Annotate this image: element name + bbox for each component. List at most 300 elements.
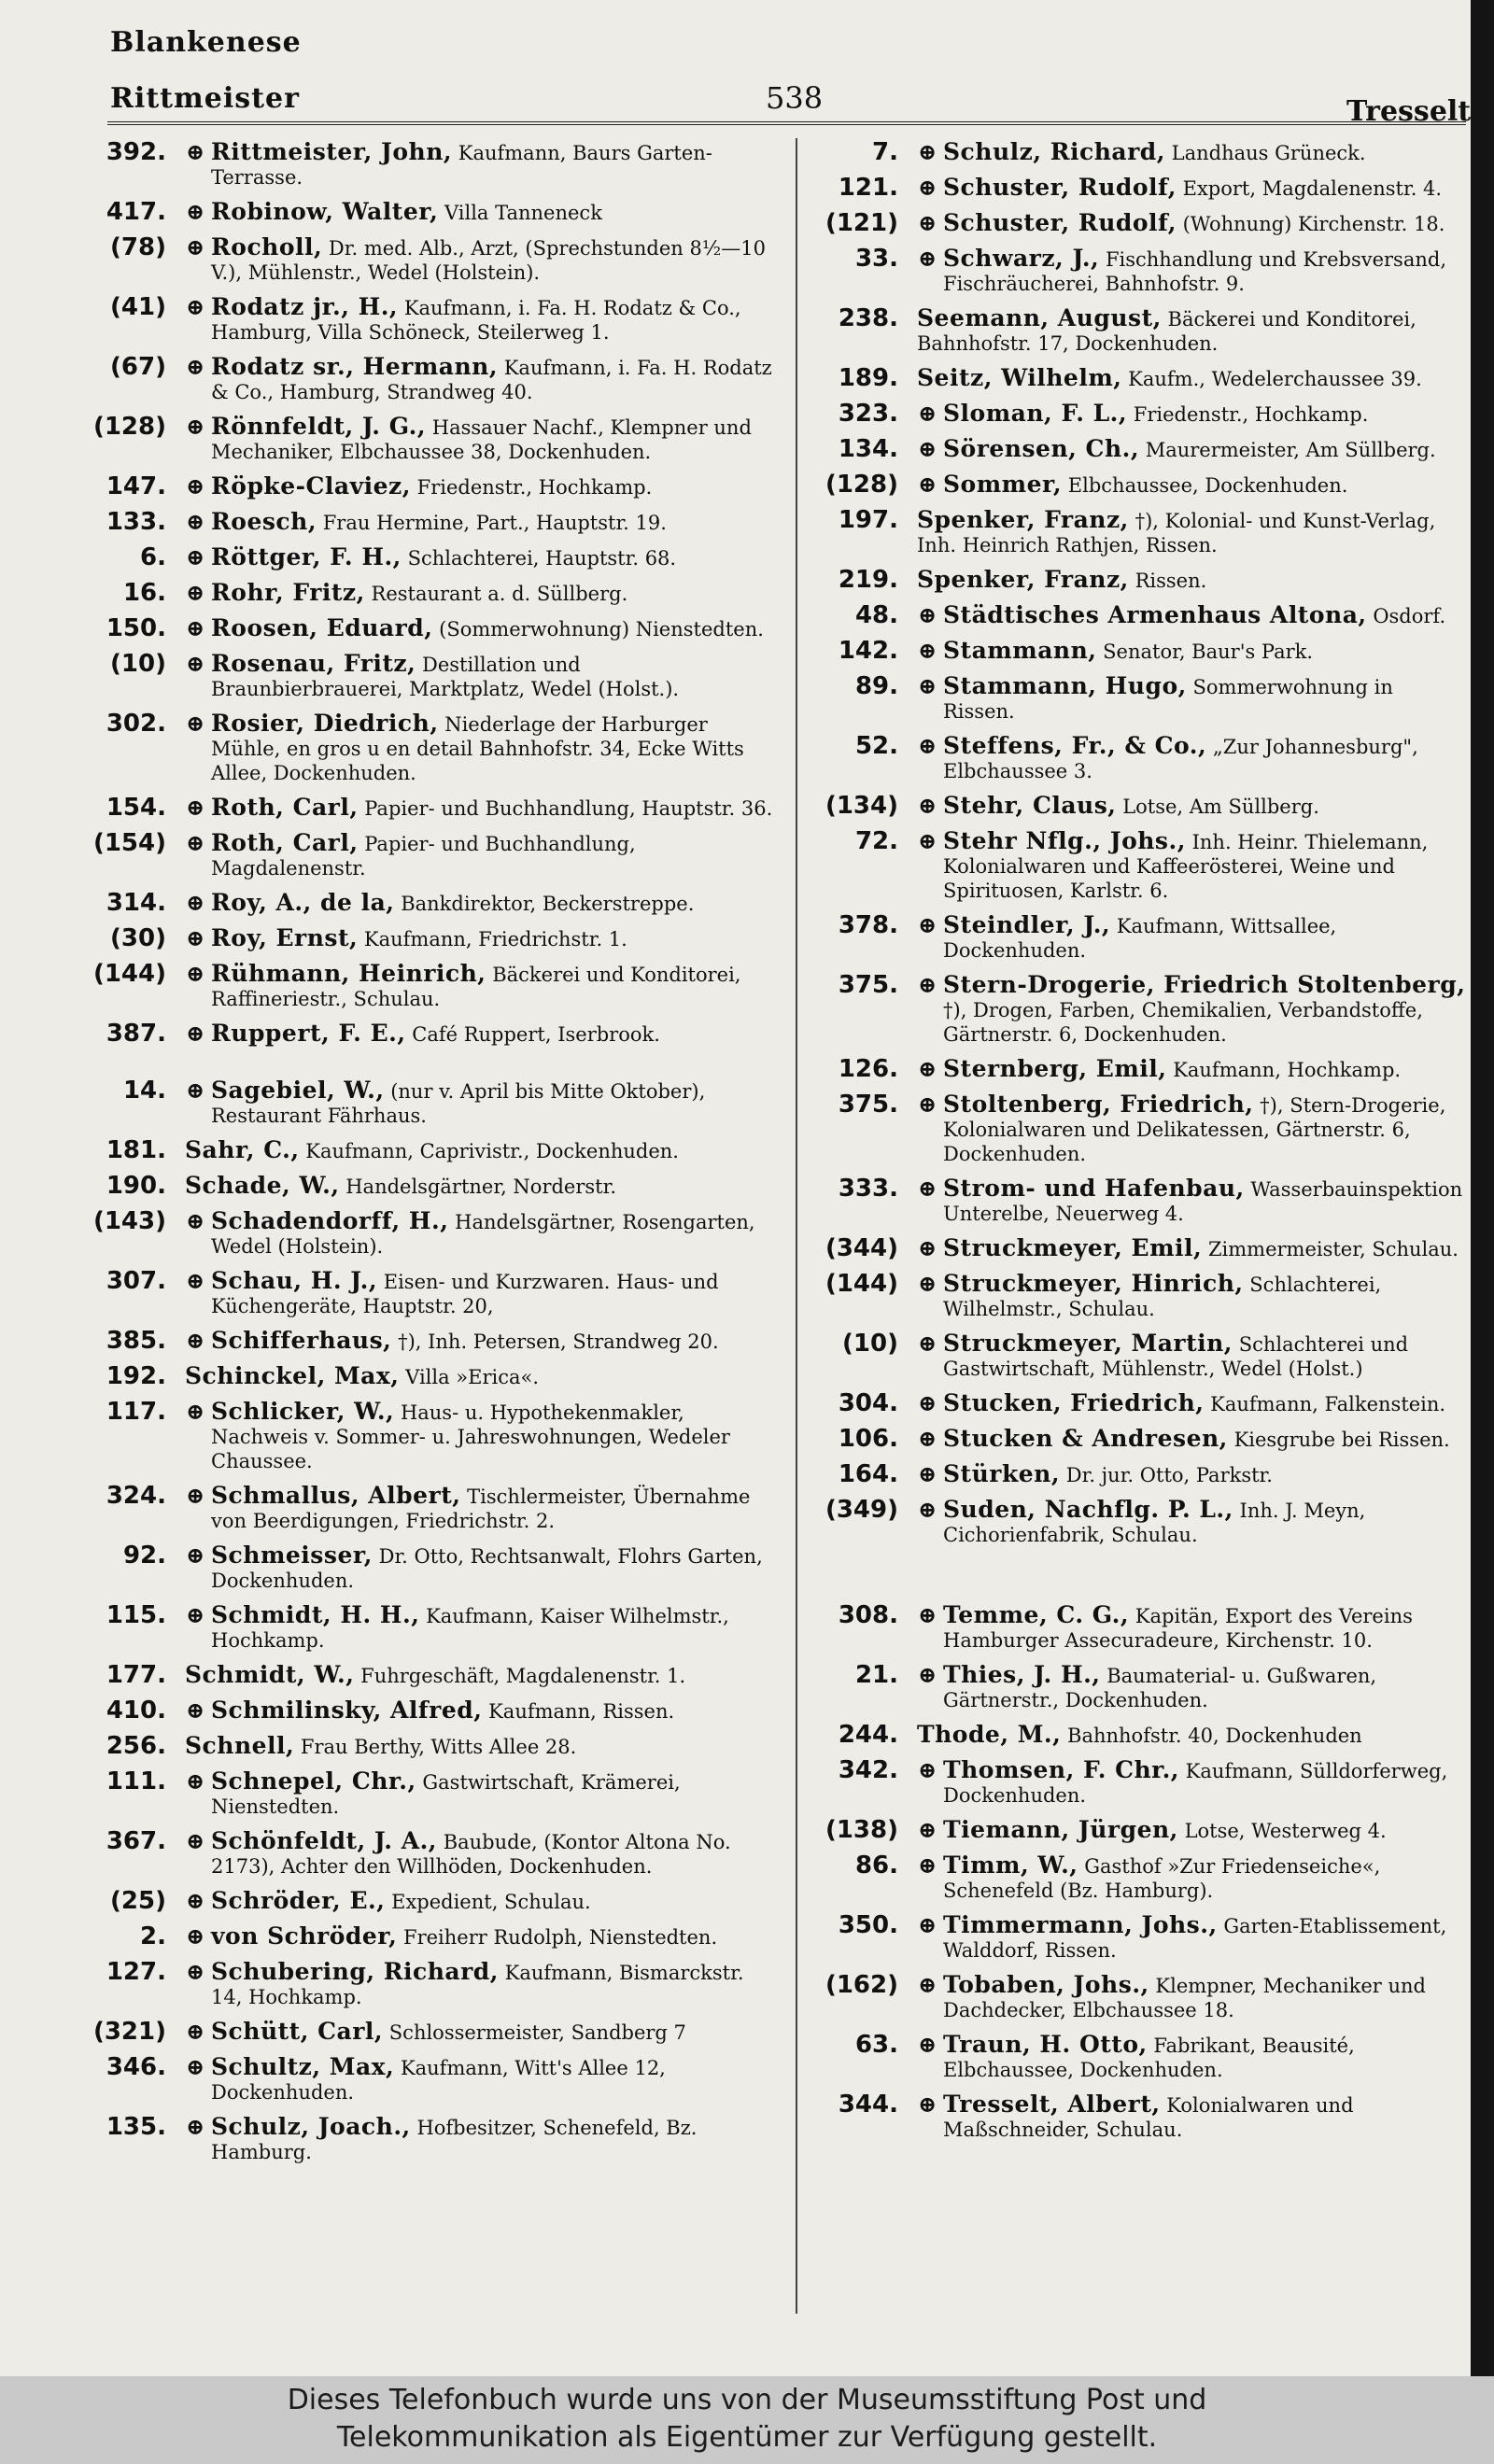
phone-number: 238.	[838, 304, 898, 332]
entry-text	[211, 831, 775, 880]
subscriber-details: Kaufmann, i. Fa. H. Rodatz & Co., Hamburg, Villa Schöneck, Steilerweg 1.	[211, 297, 741, 344]
subscriber-name: Röpke-Claviez,	[211, 472, 411, 500]
subscriber-name: Schultz, Max,	[211, 2053, 395, 2080]
entry-text	[211, 796, 775, 821]
directory-entry	[56, 1734, 775, 1759]
subscriber-details: Handelsgärtner, Rosengarten, Wedel (Holstein).	[211, 1211, 755, 1258]
directory-entry	[805, 1973, 1468, 2022]
subscriber-name: Steindler, J.,	[943, 911, 1111, 938]
telephone-symbol-icon: ⊕	[185, 1887, 205, 1914]
phone-number: 2.	[140, 1922, 166, 1950]
phone-number: 135.	[106, 2113, 166, 2141]
phone-number: (121)	[825, 209, 898, 237]
header-rule	[107, 121, 1466, 125]
phone-number: 134.	[838, 435, 898, 463]
entry-text	[943, 176, 1468, 201]
entry-text	[211, 581, 775, 606]
directory-entry	[56, 474, 775, 500]
phone-number: 314.	[106, 889, 166, 917]
directory-entry	[805, 603, 1468, 628]
telephone-symbol-icon: ⊕	[917, 1389, 937, 1416]
subscriber-details: Gasthof »Zur Friedenseiche«, Schenefeld (Bz. Hamburg).	[943, 1855, 1381, 1902]
directory-entry	[56, 200, 775, 225]
telephone-symbol-icon: ⊕	[185, 1327, 205, 1354]
entry-text	[211, 2020, 775, 2045]
phone-number: 147.	[106, 472, 166, 500]
entry-text	[211, 1960, 775, 2009]
entry-text	[943, 1057, 1468, 1082]
phone-number: 164.	[838, 1460, 898, 1488]
entry-text	[211, 1269, 775, 1318]
page-number: 538	[766, 80, 824, 116]
subscriber-details: Landhaus Grüneck.	[1171, 142, 1366, 164]
telephone-symbol-icon: ⊕	[185, 233, 205, 260]
telephone-symbol-icon: ⊕	[917, 1971, 937, 1998]
subscriber-details: Inh. Heinr. Thielemann, Kolonialwaren und Kaffeerösterei, Weine und Spirituosen, Karlstr. 6.	[943, 831, 1429, 902]
directory-entry	[56, 1021, 775, 1047]
subscriber-details: Handelsgärtner, Norderstr.	[345, 1176, 617, 1198]
subscriber-details: Papier- und Buchhandlung, Magdalenenstr.	[211, 833, 636, 880]
telephone-symbol-icon: ⊕	[917, 138, 937, 165]
subscriber-name: Struckmeyer, Emil,	[943, 1234, 1203, 1261]
directory-entry	[56, 2020, 775, 2045]
subscriber-details: Schlachterei, Hauptstr. 68.	[407, 547, 677, 570]
phone-number: 33.	[854, 245, 898, 273]
subscriber-details: Niederlage der Harburger Mühle, en gros u en detail Bahnhofstr. 34, Ecke Witts Allee, Dockenhuden.	[211, 713, 744, 784]
phone-number: (128)	[92, 413, 166, 441]
subscriber-details: Friedenstr., Hochkamp.	[416, 476, 653, 499]
subscriber-details: †), Kolonial- und Kunst-Verlag, Inh. Heinrich Rathjen, Rissen.	[917, 510, 1436, 556]
entry-text	[211, 1543, 775, 1593]
entry-text	[943, 1758, 1468, 1808]
subscriber-name: Schmallus, Albert,	[211, 1482, 461, 1509]
phone-number: 342.	[838, 1756, 898, 1784]
directory-entry	[805, 140, 1468, 165]
right-column	[805, 140, 1468, 2152]
entry-text	[211, 2115, 775, 2164]
subscriber-name: Schadendorff, H.,	[211, 1207, 449, 1234]
directory-entry	[805, 1853, 1468, 1903]
phone-number: (41)	[110, 293, 166, 321]
telephone-symbol-icon: ⊕	[917, 471, 937, 498]
directory-entry	[56, 415, 775, 464]
directory-entry	[56, 1698, 775, 1724]
telephone-symbol-icon: ⊕	[917, 637, 937, 664]
phone-number: 378.	[838, 911, 898, 939]
telephone-symbol-icon: ⊕	[185, 2053, 205, 2080]
subscriber-name: Rittmeister, John,	[211, 138, 453, 165]
phone-number: (162)	[825, 1971, 898, 1999]
entry-text	[943, 973, 1468, 1047]
subscriber-details: Dr. jur. Otto, Parkstr.	[1065, 1464, 1273, 1486]
entry-text	[943, 674, 1468, 724]
phone-number: 86.	[854, 1852, 898, 1880]
entry-text	[211, 711, 775, 785]
subscriber-name: Temme, C. G.,	[943, 1601, 1130, 1628]
entry-text	[943, 1427, 1468, 1452]
entry-text	[211, 140, 775, 190]
entry-text	[185, 1734, 775, 1759]
entry-text	[943, 1331, 1468, 1381]
directory-entry	[805, 973, 1468, 1047]
subscriber-details: Destillation und Braunbierbrauerei, Marktplatz, Wedel (Holst.).	[211, 654, 680, 700]
subscriber-details: Café Ruppert, Iserbrook.	[412, 1023, 660, 1046]
directory-entry	[805, 211, 1468, 236]
subscriber-name: Rosier, Diedrich,	[211, 710, 439, 737]
header-last-name: Tresselt	[1346, 95, 1472, 128]
phone-number: 115.	[106, 1601, 166, 1629]
subscriber-details: Eisen- und Kurzwaren. Haus- und Küchengeräte, Hauptstr. 20,	[211, 1271, 719, 1317]
entry-text	[211, 545, 775, 570]
directory-entry	[805, 1723, 1468, 1748]
entry-text	[211, 1400, 775, 1473]
phone-number: 219.	[838, 566, 898, 594]
subscriber-details: Dr. Otto, Rechtsanwalt, Flohrs Garten, Dockenhuden.	[211, 1545, 763, 1592]
entry-text	[943, 1603, 1468, 1653]
telephone-symbol-icon: ⊕	[185, 543, 205, 570]
subscriber-details: Freiherr Rudolph, Nienstedten.	[403, 1926, 718, 1949]
subscriber-name: Schmilinsky, Alfred,	[211, 1697, 483, 1724]
telephone-symbol-icon: ⊕	[185, 353, 205, 380]
subscriber-name: Timmermann, Johs.,	[943, 1911, 1218, 1938]
subscriber-details: Baumaterial- u. Gußwaren, Gärtnerstr., Dockenhuden.	[943, 1665, 1377, 1711]
subscriber-details: Rissen.	[1135, 570, 1207, 592]
phone-number: (10)	[110, 650, 166, 678]
entry-text	[943, 1663, 1468, 1712]
subscriber-name: Robinow, Walter,	[211, 198, 439, 225]
telephone-symbol-icon: ⊕	[917, 601, 937, 628]
subscriber-details: Kaufmann, Bismarckstr. 14, Hochkamp.	[211, 1962, 744, 2008]
entry-text	[211, 235, 775, 285]
directory-entry	[805, 1427, 1468, 1452]
directory-entry	[56, 652, 775, 701]
subscriber-details: Kaufmann, Sülldorferweg, Dockenhuden.	[943, 1760, 1448, 1807]
phone-number: (78)	[110, 233, 166, 261]
entry-text	[943, 829, 1468, 903]
directory-entry	[56, 2115, 775, 2164]
phone-number: 6.	[140, 543, 166, 571]
subscriber-details: Inh. J. Meyn, Cichorienfabrik, Schulau.	[943, 1500, 1366, 1546]
telephone-symbol-icon: ⊕	[185, 924, 205, 951]
directory-entry	[805, 568, 1468, 593]
entry-text	[211, 1329, 775, 1354]
subscriber-details: Garten-Etablissement, Walddorf, Rissen.	[943, 1915, 1447, 1962]
directory-entry	[56, 1769, 775, 1819]
telephone-symbol-icon: ⊕	[185, 472, 205, 500]
telephone-symbol-icon: ⊕	[917, 792, 937, 819]
subscriber-name: Sahr, C.,	[185, 1136, 300, 1163]
directory-entry	[805, 1498, 1468, 1547]
subscriber-name: Schnepel, Chr.,	[211, 1767, 416, 1795]
phone-number: 111.	[106, 1767, 166, 1795]
subscriber-details: Bäckerei und Konditorei, Bahnhofstr. 17, Dockenhuden.	[917, 308, 1416, 355]
phone-number: 127.	[106, 1958, 166, 1986]
directory-entry	[805, 1603, 1468, 1653]
subscriber-details: Villa Tanneneck	[444, 202, 602, 224]
directory-entry	[56, 581, 775, 606]
footer-notice	[0, 2376, 1494, 2464]
entry-text	[943, 603, 1468, 628]
entry-text	[943, 211, 1468, 236]
phone-number: (30)	[110, 924, 166, 952]
entry-text	[943, 1092, 1468, 1166]
subscriber-name: Traun, H. Otto,	[943, 2031, 1148, 2058]
subscriber-details: †), Inh. Petersen, Strandweg 20.	[398, 1331, 719, 1353]
telephone-symbol-icon: ⊕	[917, 732, 937, 759]
phone-number: 126.	[838, 1055, 898, 1083]
subscriber-details: Villa »Erica«.	[405, 1366, 540, 1388]
subscriber-name: Schinckel, Max,	[185, 1362, 400, 1389]
directory-entry	[56, 1603, 775, 1653]
telephone-symbol-icon: ⊕	[185, 138, 205, 165]
subscriber-name: Timm, W.,	[943, 1852, 1078, 1879]
entry-text	[917, 306, 1468, 356]
subscriber-details: Sommerwohnung in Rissen.	[943, 676, 1393, 723]
subscriber-details: Zimmermeister, Schulau.	[1207, 1238, 1459, 1260]
entry-text	[211, 616, 775, 641]
directory-entry	[805, 176, 1468, 201]
directory-entry	[56, 1078, 775, 1128]
phone-number: 197.	[838, 506, 898, 534]
phone-number: 106.	[838, 1425, 898, 1453]
column-divider	[796, 138, 797, 2314]
directory-entry	[805, 734, 1468, 783]
telephone-symbol-icon: ⊕	[917, 971, 937, 998]
subscriber-details: „Zur Johannesburg", Elbchaussee 3.	[943, 736, 1418, 782]
telephone-symbol-icon: ⊕	[917, 1460, 937, 1487]
subscriber-details: (nur v. April bis Mitte Oktober), Restaurant Fährhaus.	[211, 1080, 706, 1127]
entry-text	[211, 1603, 775, 1653]
entry-text	[211, 1769, 775, 1819]
subscriber-name: Roy, A., de la,	[211, 889, 395, 916]
subscriber-details: Frau Hermine, Part., Hauptstr. 19.	[322, 512, 667, 534]
entry-text	[943, 913, 1468, 963]
subscriber-details: Bäckerei und Konditorei, Raffineriestr., Schulau.	[211, 964, 741, 1010]
subscriber-details: Dr. med. Alb., Arzt, (Sprechstunden 8½—10 V.), Mühlenstr., Wedel (Holstein).	[211, 237, 766, 284]
directory-entry	[805, 1462, 1468, 1487]
subscriber-name: Schröder, E.,	[211, 1887, 386, 1914]
subscriber-name: Sommer,	[943, 471, 1063, 498]
directory-entry	[56, 545, 775, 570]
directory-entry	[56, 796, 775, 821]
directory-entry	[56, 1269, 775, 1318]
telephone-symbol-icon: ⊕	[917, 1055, 937, 1082]
directory-entry	[805, 2092, 1468, 2142]
directory-entry	[56, 1329, 775, 1354]
phone-number: 117.	[106, 1398, 166, 1426]
telephone-symbol-icon: ⊕	[917, 174, 937, 201]
phone-number: 392.	[106, 138, 166, 166]
subscriber-name: Struckmeyer, Martin,	[943, 1330, 1233, 1357]
telephone-symbol-icon: ⊕	[185, 1398, 205, 1425]
subscriber-details: Friedenstr., Hochkamp.	[1133, 403, 1369, 426]
phone-number: 177.	[106, 1661, 166, 1689]
subscriber-details: Hassauer Nachf., Klempner und Mechaniker, Elbchaussee 38, Dockenhuden.	[211, 416, 752, 463]
phone-number: (349)	[825, 1496, 898, 1524]
subscriber-details: Papier- und Buchhandlung, Hauptstr. 36.	[364, 797, 773, 820]
header-place: Blankenese	[110, 26, 302, 59]
entry-text	[185, 1663, 775, 1688]
subscriber-name: Schmidt, W.,	[185, 1661, 355, 1688]
telephone-symbol-icon: ⊕	[917, 911, 937, 938]
phone-number: 385.	[106, 1327, 166, 1355]
entry-text	[211, 295, 775, 345]
entry-text	[943, 1462, 1468, 1487]
phone-number: 324.	[106, 1482, 166, 1510]
telephone-symbol-icon: ⊕	[185, 2113, 205, 2140]
entry-text	[211, 1698, 775, 1724]
phone-number: 344.	[838, 2091, 898, 2119]
subscriber-name: Stehr Nflg., Johs.,	[943, 827, 1186, 854]
subscriber-details: Kolonialwaren und Maßschneider, Schulau.	[943, 2094, 1354, 2141]
telephone-symbol-icon: ⊕	[917, 827, 937, 854]
phone-number: 387.	[106, 1020, 166, 1048]
directory-entry	[805, 674, 1468, 724]
subscriber-name: Roth, Carl,	[211, 794, 359, 821]
subscriber-name: Schuster, Rudolf,	[943, 174, 1177, 201]
phone-number: 410.	[106, 1697, 166, 1725]
subscriber-name: Tobaben, Johs.,	[943, 1971, 1149, 1998]
subscriber-name: Städtisches Armenhaus Altona,	[943, 601, 1367, 628]
phone-number: 142.	[838, 637, 898, 665]
subscriber-name: Stehr, Claus,	[943, 792, 1117, 819]
directory-entry	[56, 355, 775, 404]
subscriber-details: Fischhandlung und Krebsversand, Fischräucherei, Bahnhofstr. 9.	[943, 248, 1446, 295]
directory-entry	[56, 1829, 775, 1879]
subscriber-name: Seitz, Wilhelm,	[917, 364, 1122, 391]
phone-number: 92.	[122, 1542, 166, 1570]
entry-text	[943, 437, 1468, 462]
phone-number: 307.	[106, 1267, 166, 1295]
subscriber-name: Steffens, Fr., & Co.,	[943, 732, 1207, 759]
phone-number: 189.	[838, 364, 898, 392]
telephone-symbol-icon: ⊕	[185, 1922, 205, 1950]
entry-text	[943, 2033, 1468, 2082]
directory-entry	[56, 295, 775, 345]
phone-number: 323.	[838, 400, 898, 428]
phone-number: (344)	[825, 1234, 898, 1262]
telephone-symbol-icon: ⊕	[185, 508, 205, 535]
subscriber-details: (Sommerwohnung) Nienstedten.	[439, 618, 764, 641]
entry-text	[943, 734, 1468, 783]
phone-number: 63.	[854, 2031, 898, 2059]
subscriber-name: Roy, Ernst,	[211, 924, 359, 951]
directory-entry	[56, 926, 775, 951]
subscriber-name: Tiemann, Jürgen,	[943, 1816, 1178, 1843]
subscriber-name: Rosenau, Fritz,	[211, 650, 416, 677]
entry-text	[943, 472, 1468, 498]
directory-entry	[56, 1889, 775, 1914]
telephone-symbol-icon: ⊕	[917, 1234, 937, 1261]
telephone-symbol-icon: ⊕	[185, 579, 205, 606]
subscriber-details: Kaufmann, Baurs Garten-Terrasse.	[211, 142, 712, 189]
phone-number: (67)	[110, 353, 166, 381]
directory-entry	[56, 962, 775, 1011]
telephone-symbol-icon: ⊕	[917, 400, 937, 427]
telephone-symbol-icon: ⊕	[185, 1542, 205, 1569]
phone-number: (321)	[92, 2018, 166, 2046]
directory-entry	[56, 831, 775, 880]
subscriber-name: Spenker, Franz,	[917, 566, 1129, 593]
subscriber-name: Schmidt, H. H.,	[211, 1601, 420, 1628]
telephone-symbol-icon: ⊕	[185, 198, 205, 225]
directory-entry	[805, 366, 1468, 391]
subscriber-details: Expedient, Schulau.	[391, 1891, 591, 1913]
subscriber-details: Kapitän, Export des Vereins Hamburger Assecuradeure, Kirchenstr. 10.	[943, 1605, 1413, 1652]
telephone-symbol-icon: ⊕	[185, 1767, 205, 1795]
subscriber-details: Kaufm., Wedelerchaussee 39.	[1128, 368, 1422, 390]
subscriber-name: Roosen, Eduard,	[211, 614, 433, 641]
subscriber-name: Schnell,	[185, 1732, 295, 1759]
phone-number: 21.	[854, 1661, 898, 1689]
subscriber-name: Struckmeyer, Hinrich,	[943, 1270, 1244, 1297]
telephone-symbol-icon: ⊕	[185, 889, 205, 916]
directory-entry	[805, 508, 1468, 557]
directory-entry	[56, 1400, 775, 1473]
entry-text	[943, 1818, 1468, 1843]
subscriber-name: Tresselt, Albert,	[943, 2091, 1161, 2118]
entry-text	[211, 1924, 775, 1950]
subscriber-name: Stucken & Andresen,	[943, 1425, 1228, 1452]
subscriber-details: Osdorf.	[1373, 605, 1446, 627]
telephone-symbol-icon: ⊕	[185, 1827, 205, 1854]
phone-number: 72.	[854, 827, 898, 855]
subscriber-name: Sagebiel, W.,	[211, 1077, 385, 1104]
subscriber-name: Schifferhaus,	[211, 1327, 392, 1354]
entry-text	[943, 1176, 1468, 1226]
subscriber-details: †), Drogen, Farben, Chemikalien, Verbandstoffe, Gärtnerstr. 6, Dockenhuden.	[943, 999, 1423, 1046]
directory-entry	[805, 1272, 1468, 1321]
subscriber-details: Kaufmann, Hochkamp.	[1173, 1059, 1402, 1081]
subscriber-details: Schlachterei und Gastwirtschaft, Mühlenstr., Wedel (Holst.)	[943, 1333, 1409, 1380]
phone-number: (128)	[825, 471, 898, 499]
directory-entry	[805, 829, 1468, 903]
subscriber-details: Haus- u. Hypothekenmakler, Nachweis v. Sommer- u. Jahreswohnungen, Wedeler Chaussee.	[211, 1401, 730, 1472]
entry-text	[943, 140, 1468, 165]
entry-text	[943, 1913, 1468, 1963]
subscriber-details: Gastwirtschaft, Krämerei, Nienstedten.	[211, 1771, 681, 1818]
phone-number: 367.	[106, 1827, 166, 1855]
directory-entry	[805, 401, 1468, 427]
subscriber-name: Schau, H. J.,	[211, 1267, 378, 1294]
directory-entry	[56, 711, 775, 785]
entry-text	[211, 200, 775, 225]
subscriber-details: Elbchaussee, Dockenhuden.	[1067, 474, 1348, 497]
directory-entry	[56, 891, 775, 916]
subscriber-details: Kaufmann, Falkenstein.	[1210, 1393, 1446, 1415]
telephone-symbol-icon: ⊕	[917, 672, 937, 699]
phone-number: 89.	[854, 672, 898, 700]
entry-text	[211, 926, 775, 951]
subscriber-name: Schade, W.,	[185, 1172, 340, 1199]
subscriber-name: Röttger, F. H.,	[211, 543, 402, 570]
entry-text	[943, 1498, 1468, 1547]
directory-entry	[56, 1663, 775, 1688]
directory-entry	[805, 1663, 1468, 1712]
telephone-symbol-icon: ⊕	[917, 1175, 937, 1202]
directory-entry	[56, 1138, 775, 1163]
subscriber-details: Kaufmann, Caprivistr., Dockenhuden.	[305, 1140, 679, 1162]
subscriber-details: Hofbesitzer, Schenefeld, Bz. Hamburg.	[211, 2117, 698, 2163]
entry-text	[943, 1272, 1468, 1321]
entry-text	[211, 510, 775, 535]
entry-text	[211, 355, 775, 404]
subscriber-name: Rodatz jr., H.,	[211, 293, 399, 320]
subscriber-name: Schwarz, J.,	[943, 245, 1100, 272]
telephone-symbol-icon: ⊕	[185, 2018, 205, 2045]
entry-text	[211, 962, 775, 1011]
directory-entry	[805, 794, 1468, 819]
